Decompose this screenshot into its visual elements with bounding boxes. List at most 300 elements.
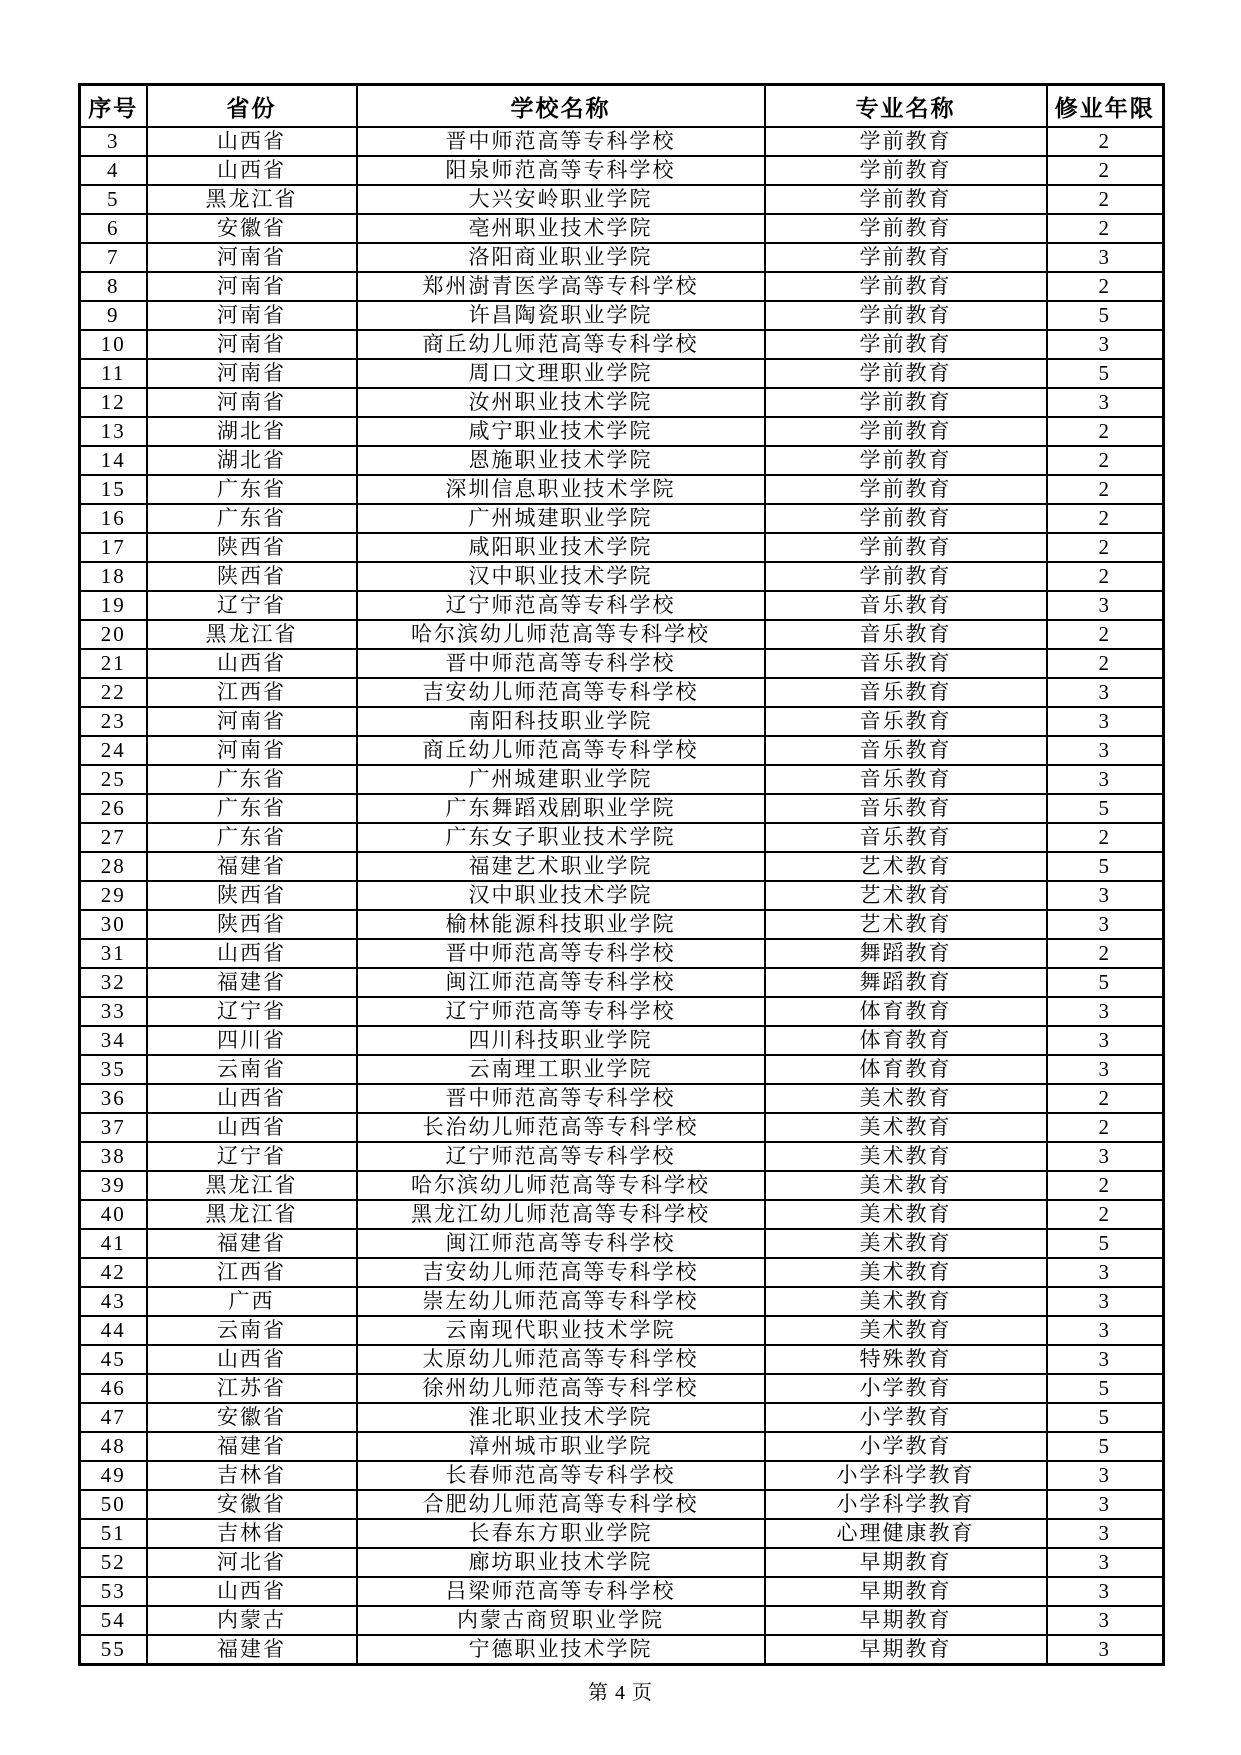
cell-index: 27: [80, 823, 147, 852]
table-row: [80, 1635, 1164, 1665]
cell-index: 46: [80, 1374, 147, 1403]
cell-years: 2: [1047, 272, 1164, 301]
column-header-index: 序号: [80, 85, 147, 128]
table-row: [80, 1403, 1164, 1432]
table-row: [80, 533, 1164, 562]
cell-index: 15: [80, 475, 147, 504]
cell-major: 学前教育: [765, 446, 1047, 475]
cell-index: 11: [80, 359, 147, 388]
table-row: [80, 649, 1164, 678]
cell-school: 长治幼儿师范高等专科学校: [357, 1113, 765, 1142]
cell-index: 41: [80, 1229, 147, 1258]
cell-major: 学前教育: [765, 243, 1047, 272]
table-row: [80, 1084, 1164, 1113]
cell-province: 福建省: [147, 968, 357, 997]
cell-province: 山西省: [147, 156, 357, 185]
cell-school: 廊坊职业技术学院: [357, 1548, 765, 1577]
cell-school: 徐州幼儿师范高等专科学校: [357, 1374, 765, 1403]
cell-province: 江苏省: [147, 1374, 357, 1403]
table-row: [80, 156, 1164, 185]
cell-years: 3: [1047, 910, 1164, 939]
cell-school: 吉安幼儿师范高等专科学校: [357, 1258, 765, 1287]
cell-years: 2: [1047, 1200, 1164, 1229]
cell-school: 辽宁师范高等专科学校: [357, 997, 765, 1026]
cell-major: 体育教育: [765, 1026, 1047, 1055]
cell-years: 3: [1047, 707, 1164, 736]
cell-years: 2: [1047, 620, 1164, 649]
cell-major: 音乐教育: [765, 591, 1047, 620]
cell-index: 47: [80, 1403, 147, 1432]
cell-school: 广东舞蹈戏剧职业学院: [357, 794, 765, 823]
cell-province: 黑龙江省: [147, 1200, 357, 1229]
cell-index: 19: [80, 591, 147, 620]
cell-years: 5: [1047, 1403, 1164, 1432]
cell-school: 汝州职业技术学院: [357, 388, 765, 417]
table-row: [80, 997, 1164, 1026]
cell-province: 山西省: [147, 1113, 357, 1142]
cell-years: 2: [1047, 533, 1164, 562]
cell-province: 安徽省: [147, 1403, 357, 1432]
table-row: [80, 243, 1164, 272]
cell-major: 美术教育: [765, 1229, 1047, 1258]
cell-school: 商丘幼儿师范高等专科学校: [357, 330, 765, 359]
cell-major: 舞蹈教育: [765, 968, 1047, 997]
cell-school: 闽江师范高等专科学校: [357, 968, 765, 997]
cell-index: 7: [80, 243, 147, 272]
cell-school: 榆林能源科技职业学院: [357, 910, 765, 939]
cell-school: 吉安幼儿师范高等专科学校: [357, 678, 765, 707]
cell-school: 淮北职业技术学院: [357, 1403, 765, 1432]
cell-index: 17: [80, 533, 147, 562]
cell-province: 山西省: [147, 649, 357, 678]
cell-major: 心理健康教育: [765, 1519, 1047, 1548]
cell-years: 2: [1047, 939, 1164, 968]
table-row: [80, 910, 1164, 939]
cell-province: 广东省: [147, 794, 357, 823]
cell-school: 内蒙古商贸职业学院: [357, 1606, 765, 1635]
table-row: [80, 736, 1164, 765]
cell-index: 14: [80, 446, 147, 475]
cell-major: 学前教育: [765, 330, 1047, 359]
cell-school: 晋中师范高等专科学校: [357, 939, 765, 968]
cell-school: 福建艺术职业学院: [357, 852, 765, 881]
cell-province: 湖北省: [147, 446, 357, 475]
table-row: [80, 852, 1164, 881]
cell-province: 河南省: [147, 388, 357, 417]
table-row: [80, 330, 1164, 359]
cell-major: 美术教育: [765, 1200, 1047, 1229]
cell-index: 33: [80, 997, 147, 1026]
cell-index: 10: [80, 330, 147, 359]
table-row: [80, 591, 1164, 620]
table-row: [80, 446, 1164, 475]
cell-major: 艺术教育: [765, 910, 1047, 939]
cell-years: 5: [1047, 852, 1164, 881]
cell-years: 3: [1047, 1635, 1164, 1665]
cell-major: 学前教育: [765, 562, 1047, 591]
table-row: [80, 1055, 1164, 1084]
table-header-row: [80, 85, 1164, 128]
cell-major: 音乐教育: [765, 765, 1047, 794]
cell-province: 吉林省: [147, 1461, 357, 1490]
cell-school: 咸阳职业技术学院: [357, 533, 765, 562]
cell-province: 吉林省: [147, 1519, 357, 1548]
cell-years: 3: [1047, 1461, 1164, 1490]
cell-school: 晋中师范高等专科学校: [357, 127, 765, 156]
cell-major: 音乐教育: [765, 736, 1047, 765]
cell-major: 学前教育: [765, 272, 1047, 301]
cell-index: 26: [80, 794, 147, 823]
cell-province: 辽宁省: [147, 997, 357, 1026]
cell-province: 河南省: [147, 707, 357, 736]
cell-major: 音乐教育: [765, 794, 1047, 823]
cell-school: 商丘幼儿师范高等专科学校: [357, 736, 765, 765]
table-row: [80, 562, 1164, 591]
cell-years: 3: [1047, 1142, 1164, 1171]
cell-index: 36: [80, 1084, 147, 1113]
cell-years: 2: [1047, 475, 1164, 504]
cell-school: 晋中师范高等专科学校: [357, 1084, 765, 1113]
column-header-years: 修业年限: [1047, 85, 1164, 128]
table-row: [80, 1229, 1164, 1258]
cell-major: 小学科学教育: [765, 1461, 1047, 1490]
cell-province: 山西省: [147, 1345, 357, 1374]
cell-major: 音乐教育: [765, 707, 1047, 736]
cell-province: 江西省: [147, 1258, 357, 1287]
cell-school: 大兴安岭职业学院: [357, 185, 765, 214]
cell-index: 18: [80, 562, 147, 591]
cell-major: 学前教育: [765, 417, 1047, 446]
cell-school: 广州城建职业学院: [357, 765, 765, 794]
cell-major: 艺术教育: [765, 852, 1047, 881]
table-row: [80, 1606, 1164, 1635]
cell-years: 2: [1047, 185, 1164, 214]
cell-province: 广西: [147, 1287, 357, 1316]
cell-school: 宁德职业技术学院: [357, 1635, 765, 1665]
cell-years: 2: [1047, 504, 1164, 533]
cell-major: 学前教育: [765, 214, 1047, 243]
cell-province: 河南省: [147, 330, 357, 359]
cell-province: 内蒙古: [147, 1606, 357, 1635]
cell-province: 山西省: [147, 1577, 357, 1606]
cell-years: 3: [1047, 1026, 1164, 1055]
cell-school: 云南理工职业学院: [357, 1055, 765, 1084]
cell-index: 45: [80, 1345, 147, 1374]
cell-index: 6: [80, 214, 147, 243]
cell-major: 学前教育: [765, 301, 1047, 330]
cell-years: 5: [1047, 359, 1164, 388]
cell-index: 44: [80, 1316, 147, 1345]
cell-index: 29: [80, 881, 147, 910]
cell-major: 美术教育: [765, 1258, 1047, 1287]
table-row: [80, 678, 1164, 707]
cell-major: 艺术教育: [765, 881, 1047, 910]
cell-years: 3: [1047, 1055, 1164, 1084]
cell-province: 山西省: [147, 939, 357, 968]
column-header-major: 专业名称: [765, 85, 1047, 128]
cell-major: 学前教育: [765, 127, 1047, 156]
cell-school: 合肥幼儿师范高等专科学校: [357, 1490, 765, 1519]
cell-major: 美术教育: [765, 1171, 1047, 1200]
cell-major: 早期教育: [765, 1548, 1047, 1577]
table-row: [80, 475, 1164, 504]
cell-major: 小学教育: [765, 1432, 1047, 1461]
cell-years: 3: [1047, 881, 1164, 910]
cell-years: 3: [1047, 1287, 1164, 1316]
cell-years: 5: [1047, 1374, 1164, 1403]
cell-index: 51: [80, 1519, 147, 1548]
cell-major: 学前教育: [765, 156, 1047, 185]
cell-years: 3: [1047, 678, 1164, 707]
cell-index: 30: [80, 910, 147, 939]
cell-province: 江西省: [147, 678, 357, 707]
cell-index: 49: [80, 1461, 147, 1490]
cell-province: 河南省: [147, 359, 357, 388]
cell-years: 5: [1047, 1229, 1164, 1258]
cell-school: 南阳科技职业学院: [357, 707, 765, 736]
cell-years: 2: [1047, 823, 1164, 852]
table-row: [80, 127, 1164, 156]
cell-school: 辽宁师范高等专科学校: [357, 1142, 765, 1171]
cell-school: 广东女子职业技术学院: [357, 823, 765, 852]
cell-province: 广东省: [147, 823, 357, 852]
column-header-province: 省份: [147, 85, 357, 128]
cell-years: 2: [1047, 156, 1164, 185]
cell-years: 3: [1047, 243, 1164, 272]
cell-major: 学前教育: [765, 388, 1047, 417]
cell-major: 学前教育: [765, 533, 1047, 562]
cell-province: 福建省: [147, 1635, 357, 1665]
table-row: [80, 1200, 1164, 1229]
column-header-school: 学校名称: [357, 85, 765, 128]
cell-index: 37: [80, 1113, 147, 1142]
cell-province: 陕西省: [147, 910, 357, 939]
cell-years: 3: [1047, 591, 1164, 620]
table-row: [80, 214, 1164, 243]
cell-index: 48: [80, 1432, 147, 1461]
cell-school: 太原幼儿师范高等专科学校: [357, 1345, 765, 1374]
cell-school: 闽江师范高等专科学校: [357, 1229, 765, 1258]
cell-school: 许昌陶瓷职业学院: [357, 301, 765, 330]
table-row: [80, 620, 1164, 649]
cell-major: 美术教育: [765, 1142, 1047, 1171]
cell-index: 3: [80, 127, 147, 156]
cell-school: 黑龙江幼儿师范高等专科学校: [357, 1200, 765, 1229]
cell-major: 音乐教育: [765, 620, 1047, 649]
cell-province: 河南省: [147, 272, 357, 301]
cell-province: 辽宁省: [147, 591, 357, 620]
cell-major: 学前教育: [765, 359, 1047, 388]
cell-major: 小学教育: [765, 1403, 1047, 1432]
cell-years: 2: [1047, 1113, 1164, 1142]
cell-school: 漳州城市职业学院: [357, 1432, 765, 1461]
cell-index: 35: [80, 1055, 147, 1084]
cell-index: 22: [80, 678, 147, 707]
cell-province: 广东省: [147, 504, 357, 533]
cell-index: 52: [80, 1548, 147, 1577]
cell-years: 2: [1047, 1084, 1164, 1113]
cell-index: 34: [80, 1026, 147, 1055]
table-row: [80, 823, 1164, 852]
page-number: 第 4 页: [588, 1682, 653, 1704]
cell-index: 24: [80, 736, 147, 765]
table-row: [80, 1113, 1164, 1142]
cell-province: 陕西省: [147, 881, 357, 910]
table-row: [80, 359, 1164, 388]
table-row: [80, 765, 1164, 794]
cell-years: 3: [1047, 736, 1164, 765]
cell-years: 2: [1047, 562, 1164, 591]
table-row: [80, 301, 1164, 330]
table-row: [80, 1432, 1164, 1461]
cell-province: 云南省: [147, 1316, 357, 1345]
cell-index: 9: [80, 301, 147, 330]
cell-years: 2: [1047, 1171, 1164, 1200]
cell-index: 43: [80, 1287, 147, 1316]
cell-province: 陕西省: [147, 533, 357, 562]
cell-school: 周口文理职业学院: [357, 359, 765, 388]
cell-major: 早期教育: [765, 1635, 1047, 1665]
table-row: [80, 1258, 1164, 1287]
table-row: [80, 1461, 1164, 1490]
cell-major: 学前教育: [765, 504, 1047, 533]
table-row: [80, 1026, 1164, 1055]
cell-province: 山西省: [147, 1084, 357, 1113]
cell-major: 音乐教育: [765, 678, 1047, 707]
cell-school: 恩施职业技术学院: [357, 446, 765, 475]
table-row: [80, 794, 1164, 823]
cell-major: 美术教育: [765, 1084, 1047, 1113]
cell-major: 美术教育: [765, 1316, 1047, 1345]
table-row: [80, 707, 1164, 736]
cell-years: 3: [1047, 388, 1164, 417]
cell-province: 福建省: [147, 852, 357, 881]
cell-school: 深圳信息职业技术学院: [357, 475, 765, 504]
cell-index: 23: [80, 707, 147, 736]
cell-index: 40: [80, 1200, 147, 1229]
table-row: [80, 1316, 1164, 1345]
cell-school: 亳州职业技术学院: [357, 214, 765, 243]
cell-major: 小学科学教育: [765, 1490, 1047, 1519]
cell-province: 广东省: [147, 765, 357, 794]
cell-years: 2: [1047, 127, 1164, 156]
cell-school: 长春东方职业学院: [357, 1519, 765, 1548]
table-row: [80, 504, 1164, 533]
table-row: [80, 968, 1164, 997]
cell-years: 3: [1047, 1490, 1164, 1519]
cell-index: 21: [80, 649, 147, 678]
table-row: [80, 1519, 1164, 1548]
cell-index: 38: [80, 1142, 147, 1171]
table-row: [80, 1548, 1164, 1577]
cell-school: 崇左幼儿师范高等专科学校: [357, 1287, 765, 1316]
table-row: [80, 185, 1164, 214]
cell-school: 晋中师范高等专科学校: [357, 649, 765, 678]
cell-index: 8: [80, 272, 147, 301]
cell-province: 河北省: [147, 1548, 357, 1577]
cell-index: 39: [80, 1171, 147, 1200]
cell-school: 阳泉师范高等专科学校: [357, 156, 765, 185]
cell-major: 学前教育: [765, 475, 1047, 504]
cell-school: 洛阳商业职业学院: [357, 243, 765, 272]
cell-school: 广州城建职业学院: [357, 504, 765, 533]
cell-index: 5: [80, 185, 147, 214]
table-row: [80, 417, 1164, 446]
table-row: [80, 1287, 1164, 1316]
cell-index: 55: [80, 1635, 147, 1665]
cell-province: 河南省: [147, 301, 357, 330]
cell-index: 28: [80, 852, 147, 881]
cell-major: 小学教育: [765, 1374, 1047, 1403]
cell-province: 安徽省: [147, 1490, 357, 1519]
cell-years: 3: [1047, 1316, 1164, 1345]
cell-school: 汉中职业技术学院: [357, 881, 765, 910]
cell-school: 咸宁职业技术学院: [357, 417, 765, 446]
cell-years: 5: [1047, 794, 1164, 823]
cell-school: 郑州澍青医学高等专科学校: [357, 272, 765, 301]
cell-province: 黑龙江省: [147, 185, 357, 214]
cell-years: 3: [1047, 1258, 1164, 1287]
table-row: [80, 1142, 1164, 1171]
cell-province: 山西省: [147, 127, 357, 156]
cell-school: 四川科技职业学院: [357, 1026, 765, 1055]
cell-major: 早期教育: [765, 1577, 1047, 1606]
cell-years: 2: [1047, 446, 1164, 475]
cell-province: 福建省: [147, 1432, 357, 1461]
cell-index: 12: [80, 388, 147, 417]
cell-major: 美术教育: [765, 1287, 1047, 1316]
table-row: [80, 272, 1164, 301]
cell-province: 黑龙江省: [147, 1171, 357, 1200]
cell-school: 哈尔滨幼儿师范高等专科学校: [357, 620, 765, 649]
cell-major: 体育教育: [765, 1055, 1047, 1084]
cell-years: 2: [1047, 214, 1164, 243]
cell-school: 云南现代职业技术学院: [357, 1316, 765, 1345]
table-row: [80, 1577, 1164, 1606]
cell-years: 3: [1047, 1519, 1164, 1548]
cell-major: 美术教育: [765, 1113, 1047, 1142]
cell-major: 舞蹈教育: [765, 939, 1047, 968]
cell-school: 哈尔滨幼儿师范高等专科学校: [357, 1171, 765, 1200]
cell-province: 福建省: [147, 1229, 357, 1258]
cell-years: 3: [1047, 1577, 1164, 1606]
cell-years: 3: [1047, 1548, 1164, 1577]
cell-major: 音乐教育: [765, 823, 1047, 852]
cell-years: 5: [1047, 968, 1164, 997]
cell-index: 25: [80, 765, 147, 794]
table-row: [80, 1374, 1164, 1403]
cell-years: 3: [1047, 997, 1164, 1026]
table-row: [80, 881, 1164, 910]
cell-province: 辽宁省: [147, 1142, 357, 1171]
cell-index: 50: [80, 1490, 147, 1519]
cell-province: 湖北省: [147, 417, 357, 446]
cell-index: 4: [80, 156, 147, 185]
cell-years: 3: [1047, 1606, 1164, 1635]
cell-school: 长春师范高等专科学校: [357, 1461, 765, 1490]
cell-school: 辽宁师范高等专科学校: [357, 591, 765, 620]
cell-province: 陕西省: [147, 562, 357, 591]
cell-major: 特殊教育: [765, 1345, 1047, 1374]
cell-years: 2: [1047, 417, 1164, 446]
cell-years: 3: [1047, 1345, 1164, 1374]
cell-index: 16: [80, 504, 147, 533]
cell-index: 20: [80, 620, 147, 649]
cell-index: 54: [80, 1606, 147, 1635]
cell-index: 53: [80, 1577, 147, 1606]
education-majors-table: [78, 83, 1165, 1666]
cell-index: 42: [80, 1258, 147, 1287]
